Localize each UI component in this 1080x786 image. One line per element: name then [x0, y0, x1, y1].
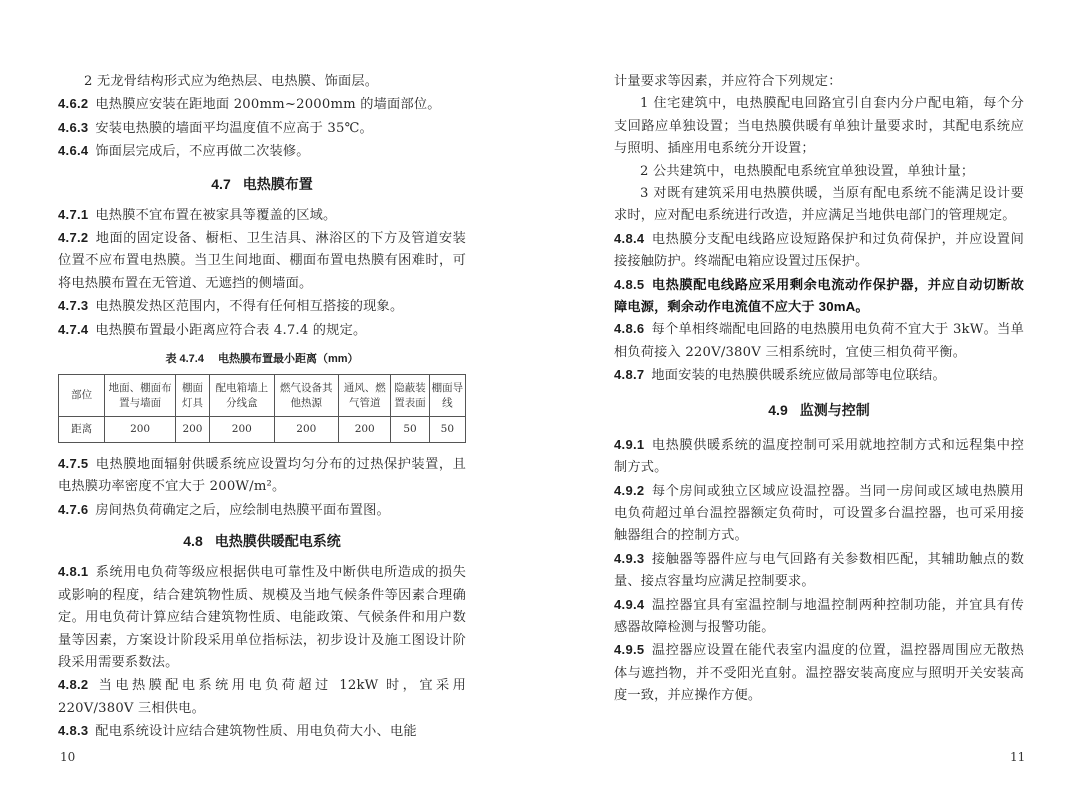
section-heading-4-8 [58, 531, 466, 551]
clause-number: 4.7.5 [58, 456, 89, 472]
clause-text: 电热膜发热区范围内，不得有任何相互搭接的现象。 [95, 299, 404, 315]
clause-4-6-4 [58, 140, 466, 163]
clause-number: 4.8.2 [58, 677, 89, 693]
page-number: 10 [60, 750, 76, 764]
table-cell: 200 [105, 417, 176, 443]
clause-text: 安装电热膜的墙面平均温度值不应高于 35℃。 [95, 120, 373, 136]
section-number: 4.9 [768, 401, 788, 418]
list-item-1 [614, 93, 1024, 160]
table-cell: 200 [274, 417, 338, 443]
clause-4-8-7 [614, 364, 1024, 387]
right-page [540, 0, 1080, 786]
clause-number: 4.9.5 [614, 642, 645, 658]
list-item-3 [614, 183, 1024, 228]
table-title: 电热膜布置最小距离（mm） [217, 353, 359, 366]
clause-4-8-4 [614, 228, 1024, 274]
clause-text: 每个房间或独立区域应设温控器。当同一房间或区域电热膜用电负荷超过单台温控器额定负荷时，可设置多台温控器，也可采用接触器组合的控制方式。 [614, 483, 1024, 544]
clause-number: 4.7.1 [58, 206, 89, 222]
clause-4-7-6 [58, 499, 466, 522]
clause-number: 4.9.4 [614, 596, 645, 612]
list-item-text: 1 住宅建筑中，电热膜配电回路宜引自套内分户配电箱，每个分支回路应单独设置；当电热膜供暖有单独计量要求时，其配电系统应与照明、插座用电系统分开设置； [614, 96, 1024, 157]
table-header-cell: 燃气设备其他热源 [274, 375, 338, 417]
distance-table [58, 374, 466, 443]
clause-text: 房间热负荷确定之后，应绘制电热膜平面布置图。 [95, 502, 390, 518]
clause-text: 电热膜配电线路应采用剩余电流动作保护器，并应自动切断故障电源，剩余动作电流值不应大于 30mA。 [614, 276, 1024, 315]
clause-text: 计量要求等因素，并应符合下列规定： [614, 74, 842, 89]
clause-4-9-2 [614, 480, 1024, 548]
clause-4-7-3 [58, 295, 466, 318]
table-cell: 200 [210, 417, 274, 443]
clause-number: 4.8.3 [58, 723, 89, 739]
clause-number: 4.7.4 [58, 321, 89, 337]
clause-text: 温控器应设置在能代表室内温度的位置，温控器周围应无散热体与遮挡物，并不受阳光直射。温控器安装高度应与照明开关安装高度一致，并应操作方便。 [614, 643, 1024, 704]
list-item-2 [614, 161, 1024, 183]
clause-text: 饰面层完成后，不应再做二次装修。 [95, 144, 310, 160]
list-item-text: 2 公共建筑中，电热膜配电系统宜单独设置，单独计量； [640, 163, 975, 179]
section-heading-4-9 [614, 400, 1024, 420]
clause-number: 4.6.2 [58, 96, 89, 112]
clause-4-9-5 [614, 639, 1024, 707]
clause-text: 地面安装的电热膜供暖系统应做局部等电位联结。 [651, 368, 946, 384]
clause-4-8-3-continued [614, 71, 1024, 93]
clause-4-7-1 [58, 204, 466, 227]
left-column [58, 71, 466, 744]
section-title: 电热膜布置 [242, 175, 313, 192]
table-cell: 50 [391, 417, 429, 443]
clause-text: 配电系统设计应结合建筑物性质、用电负荷大小、电能 [95, 724, 417, 740]
table-header-row [59, 375, 466, 417]
clause-number: 4.6.4 [58, 143, 89, 159]
clause-4-9-1 [614, 434, 1024, 480]
clause-number: 4.8.5 [614, 276, 645, 292]
clause-text: 接触器等器件应与电气回路有关参数相匹配，其辅助触点的数量、接点容量均应满足控制要求。 [614, 551, 1024, 590]
section-title: 电热膜供暖配电系统 [214, 533, 341, 550]
clause-4-8-1 [58, 561, 466, 674]
table-cell: 200 [175, 417, 209, 443]
table-row-label: 距离 [59, 417, 105, 443]
table-caption [58, 350, 466, 366]
clause-number: 4.8.6 [614, 321, 645, 337]
clause-4-9-4 [614, 594, 1024, 640]
clause-number: 4.8.1 [58, 564, 89, 580]
section-number: 4.8 [183, 533, 203, 550]
clause-4-8-6 [614, 318, 1024, 364]
clause-number: 4.9.1 [614, 436, 645, 452]
clause-number: 4.7.3 [58, 298, 89, 314]
clause-number: 4.8.7 [614, 367, 645, 383]
clause-4-7-4 [58, 319, 466, 342]
clause-4-6-3 [58, 117, 466, 140]
clause-text: 当电热膜配电系统用电负荷超过 12kW 时，宜采用 220V/380V 三相供电。 [58, 678, 466, 716]
list-item-text: 3 对既有建筑采用电热膜供暖，当原有配电系统不能满足设计要求时，应对配电系统进行改造，并应满足当地供电部门的管理规定。 [614, 186, 1024, 224]
clause-number: 4.8.4 [614, 230, 645, 246]
item-text: 2 无龙骨结构形式应为绝热层、电热膜、饰面层。 [84, 74, 379, 89]
clause-text: 电热膜供暖系统的温度控制可采用就地控制方式和远程集中控制方式。 [614, 437, 1024, 476]
clause-text: 电热膜地面辐射供暖系统应设置均匀分布的过热保护装置，且电热膜功率密度不宜大于 200W/m²。 [58, 457, 466, 495]
table-number: 表 4.7.4 [165, 353, 204, 366]
clause-4-6-2 [58, 93, 466, 116]
clause-text: 温控器宜具有室温控制与地温控制两种控制功能，并宜具有传感器故障检测与报警功能。 [614, 597, 1024, 635]
page-number: 11 [1010, 750, 1026, 764]
clause-4-8-2 [58, 674, 466, 720]
clause-text: 每个单相终端配电回路的电热膜用电负荷不宜大于 3kW。当单相负荷接入 220V/380V 三相系统时，宜使三相负荷平衡。 [614, 322, 1024, 360]
table-cell: 50 [429, 417, 465, 443]
right-column [614, 71, 1024, 708]
clause-4-8-5 [614, 274, 1024, 319]
clause-number: 4.7.6 [58, 501, 89, 517]
clause-number: 4.6.3 [58, 119, 89, 135]
clause-text: 电热膜不宜布置在被家具等覆盖的区域。 [95, 207, 337, 223]
clause-number: 4.9.3 [614, 550, 645, 566]
table-header-cell: 棚面灯具 [175, 375, 209, 417]
clause-4-7-2 [58, 227, 466, 295]
table-cell: 200 [339, 417, 391, 443]
clause-text: 地面的固定设备、橱柜、卫生洁具、淋浴区的下方及管道安装位置不应布置电热膜。当卫生间地面、棚面布置电热膜有困难时，可将电热膜布置在无管道、无遮挡的侧墙面。 [58, 231, 466, 291]
clause-4-9-3 [614, 548, 1024, 594]
section-number: 4.7 [211, 175, 231, 192]
table-header-cell: 部位 [59, 375, 105, 417]
table-row [59, 417, 466, 443]
clause-text: 电热膜应安装在距地面 200mm~2000mm 的墙面部位。 [95, 97, 441, 113]
clause-4-8-3 [58, 720, 466, 743]
clause-text: 系统用电负荷等级应根据供电可靠性及中断供电所造成的损失或影响的程度，结合建筑物性质、规模及当地气候条件等因素合理确定。用电负荷计算应结合建筑物性质、电能政策、气候条件和用户数量等因素，方案设计阶段采用单位指标法，初步设计及施工图设计阶段采用需要系数法。 [58, 565, 466, 670]
table-header-cell: 通风、燃气管道 [339, 375, 391, 417]
table-header-cell: 棚面导线 [429, 375, 465, 417]
table-header-cell: 隐蔽装置表面 [391, 375, 429, 417]
clause-number: 4.9.2 [614, 482, 645, 498]
clause-4-7-5 [58, 453, 466, 499]
clause-number: 4.7.2 [58, 230, 89, 246]
item-4-6-1-2 [58, 71, 466, 93]
table-header-cell: 地面、棚面布置与墙面 [105, 375, 176, 417]
section-heading-4-7 [58, 174, 466, 194]
section-title: 监测与控制 [799, 401, 870, 418]
clause-text: 电热膜布置最小距离应符合表 4.7.4 的规定。 [95, 322, 367, 338]
clause-text: 电热膜分支配电线路应设短路保护和过负荷保护，并应设置间接接触防护。终端配电箱应设置过压保护。 [614, 231, 1024, 270]
table-header-cell: 配电箱墙上分线盒 [210, 375, 274, 417]
